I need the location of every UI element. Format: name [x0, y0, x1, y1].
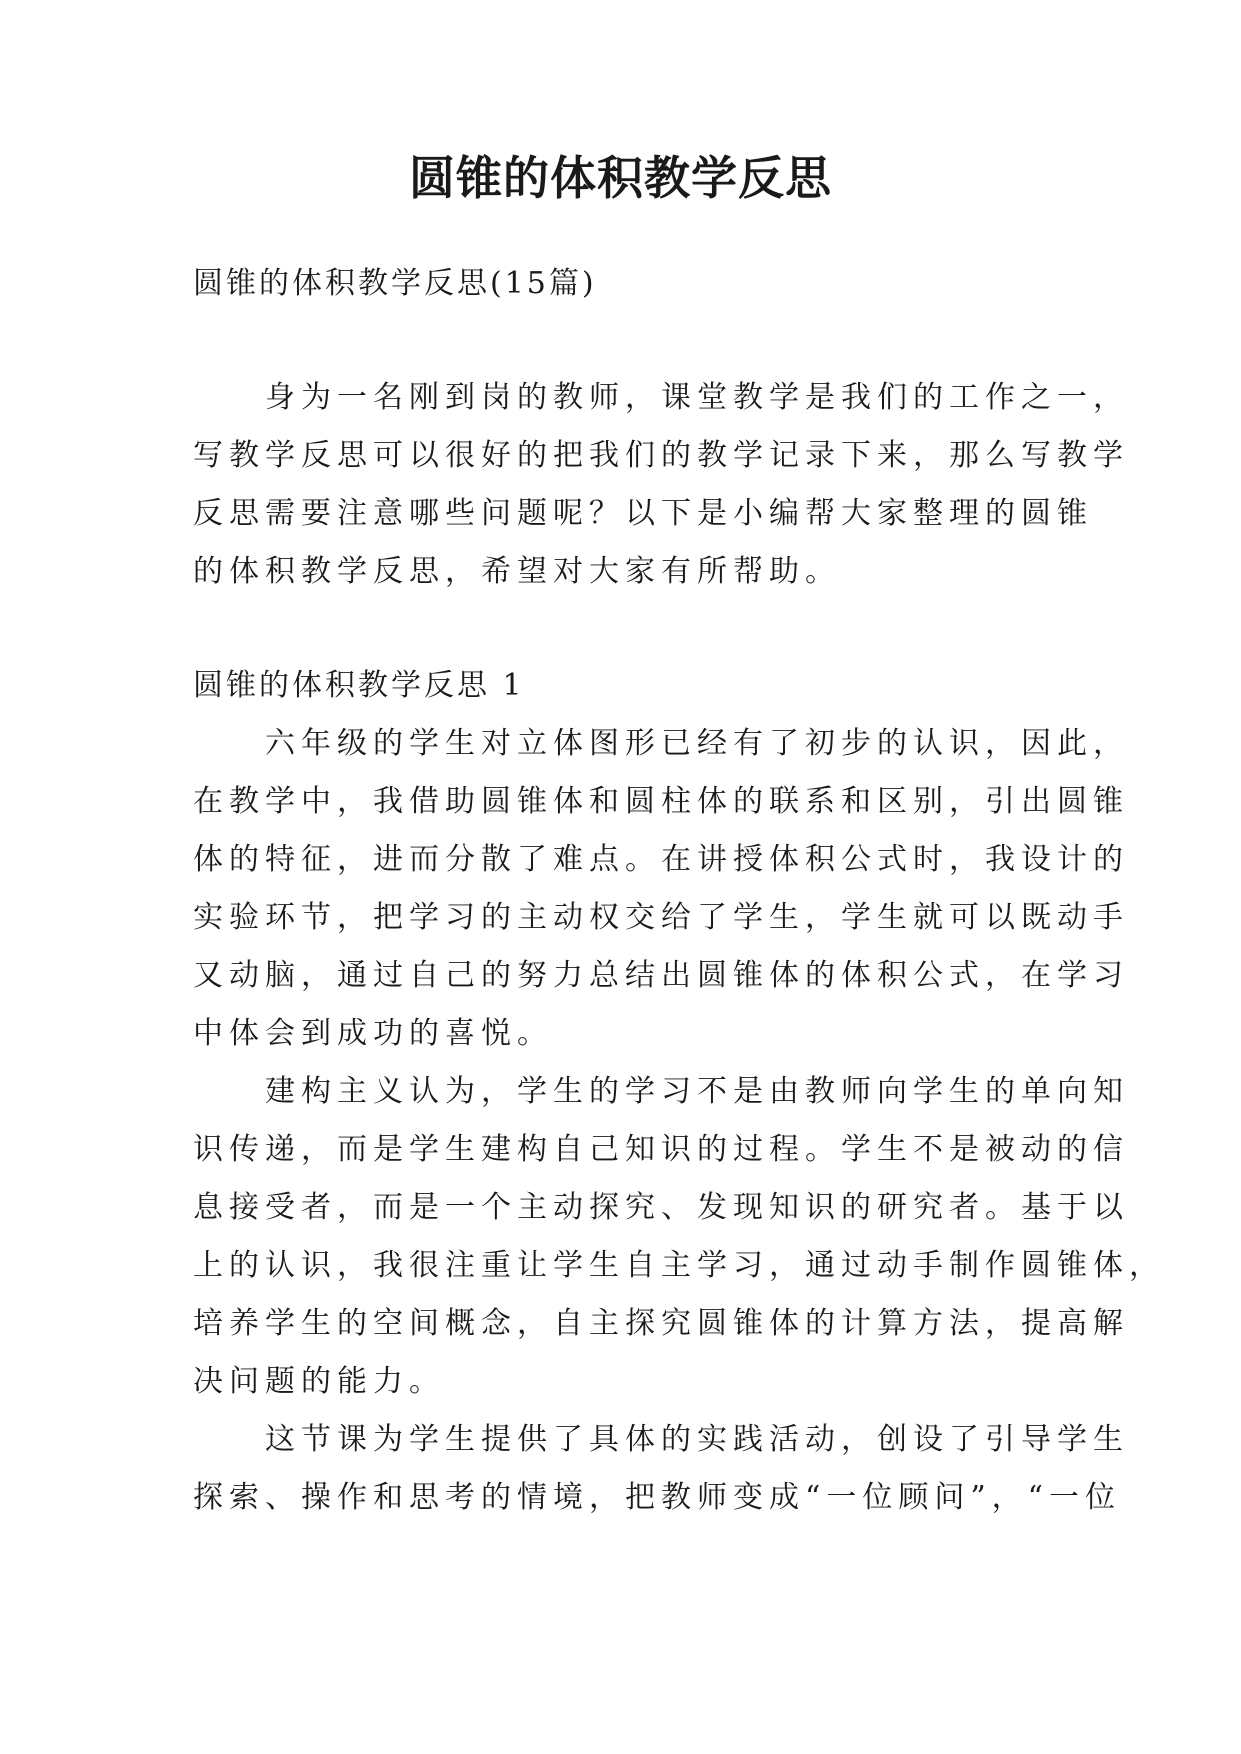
body-paragraph-3	[193, 1411, 1129, 1527]
text-line: 写教学反思可以很好的把我们的教学记录下来，那么写教学	[193, 438, 1129, 473]
text-line: 体的特征，进而分散了难点。在讲授体积公式时，我设计的	[193, 842, 1129, 877]
text-line: 身为一名刚到岗的教师，课堂教学是我们的工作之一，	[193, 380, 1129, 415]
text-line: 又动脑，通过自己的努力总结出圆锥体的体积公式，在学习	[193, 958, 1129, 993]
body-paragraph-2	[193, 1063, 1165, 1411]
spacer	[193, 313, 1063, 369]
section-heading: 圆锥的体积教学反思 1	[193, 668, 525, 703]
text-line: 息接受者，而是一个主动探究、发现知识的研究者。基于以	[193, 1190, 1129, 1225]
document-body	[193, 255, 1165, 1527]
text-line: 识传递，而是学生建构自己知识的过程。学生不是被动的信	[193, 1132, 1129, 1167]
document-subtitle: 圆锥的体积教学反思(15篇)	[193, 266, 597, 301]
text-line: 实验环节，把学习的主动权交给了学生，学生就可以既动手	[193, 900, 1129, 935]
spacer	[193, 601, 1063, 657]
text-line: 上的认识，我很注重让学生自主学习，通过动手制作圆锥体，	[193, 1248, 1165, 1283]
text-line: 中体会到成功的喜悦。	[193, 1016, 553, 1051]
text-line: 在教学中，我借助圆锥体和圆柱体的联系和区别，引出圆锥	[193, 784, 1129, 819]
document-title: 圆锥的体积教学反思	[409, 151, 832, 205]
text-line: 探索、操作和思考的情境，把教师变成“一位顾问”，“一位	[193, 1480, 1122, 1515]
text-line: 六年级的学生对立体图形已经有了初步的认识，因此，	[193, 726, 1129, 761]
body-paragraph-1	[193, 715, 1129, 1063]
intro-paragraph	[193, 369, 1129, 601]
text-line: 这节课为学生提供了具体的实践活动，创设了引导学生	[193, 1422, 1129, 1457]
text-line: 决问题的能力。	[193, 1364, 445, 1399]
text-line: 建构主义认为，学生的学习不是由教师向学生的单向知	[193, 1074, 1129, 1109]
text-line: 反思需要注意哪些问题呢？以下是小编帮大家整理的圆锥	[193, 496, 1093, 531]
text-line: 的体积教学反思，希望对大家有所帮助。	[193, 554, 841, 589]
text-line: 培养学生的空间概念，自主探究圆锥体的计算方法，提高解	[193, 1306, 1129, 1341]
